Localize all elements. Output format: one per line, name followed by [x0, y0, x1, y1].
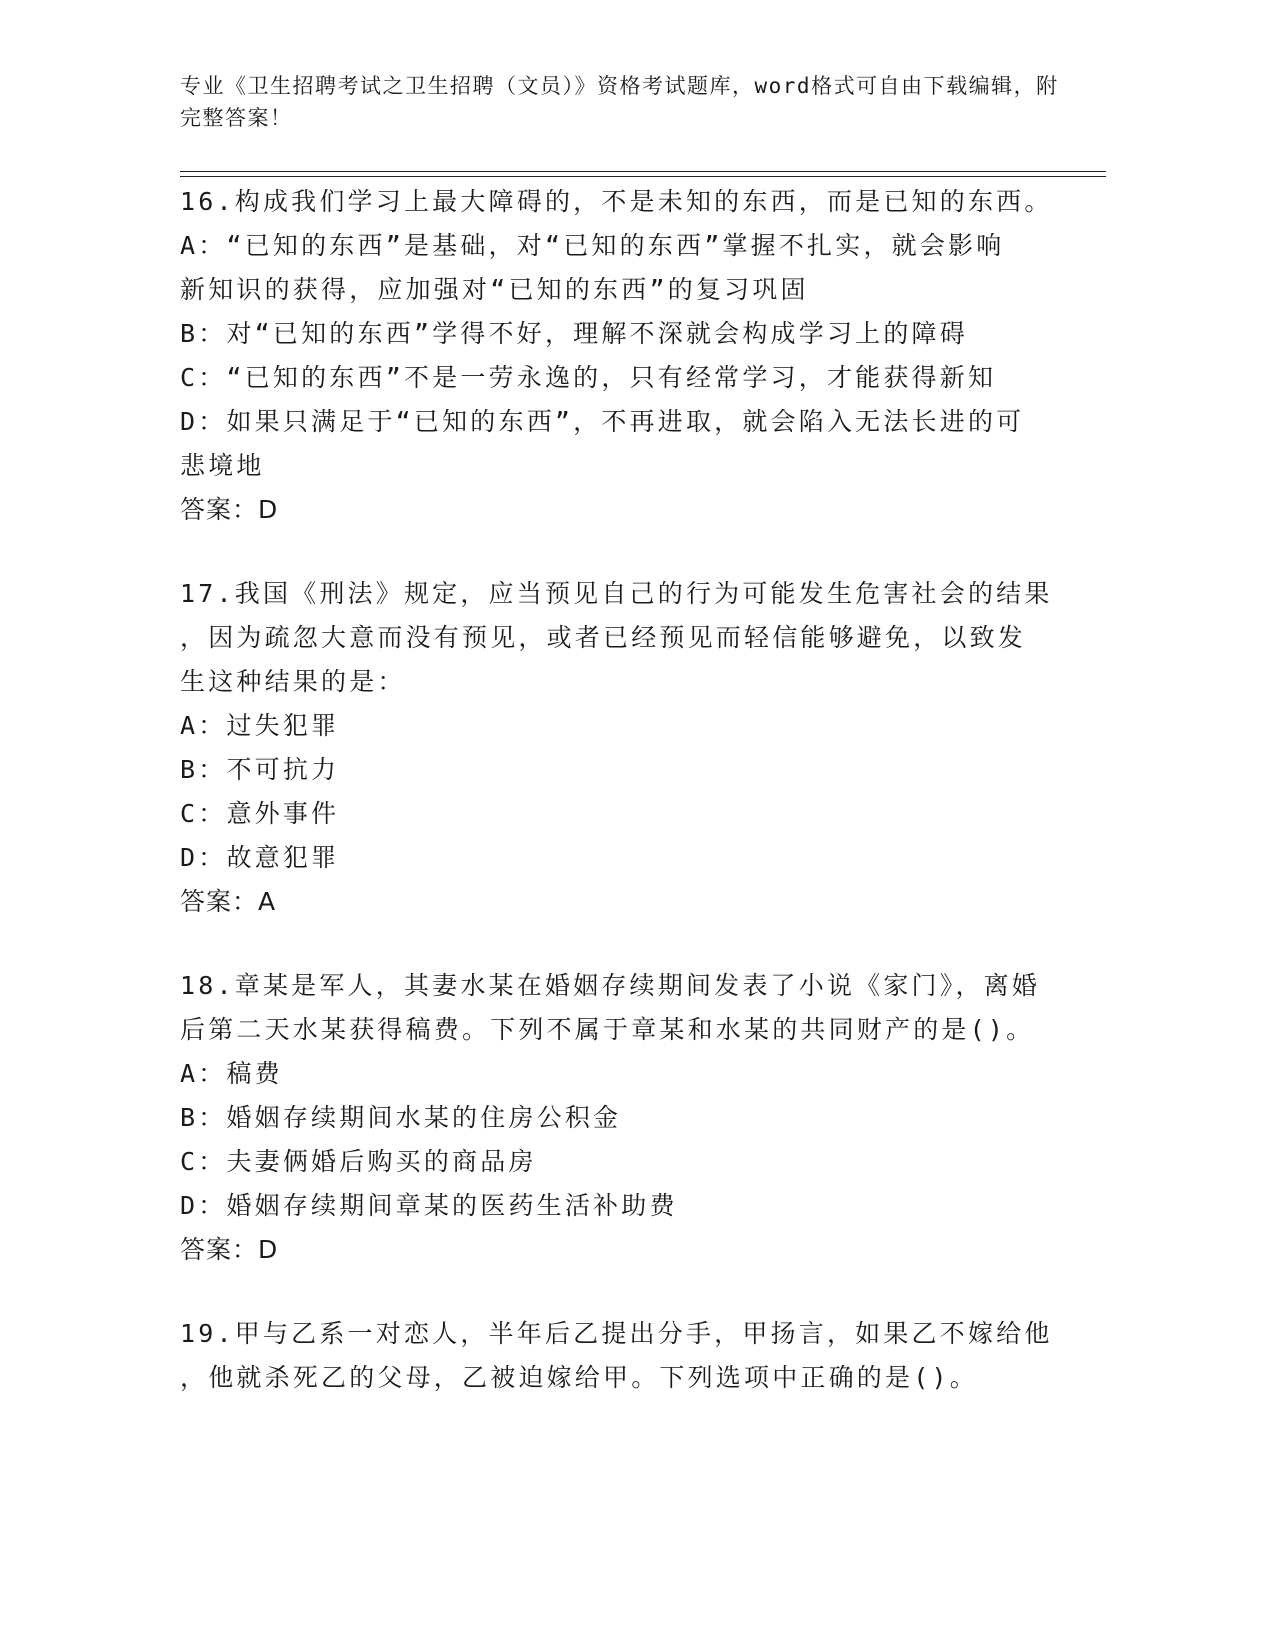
option-line: D：故意犯罪	[180, 843, 340, 872]
option-line: 新知识的获得，应加强对“已知的东西”的复习巩固	[180, 275, 809, 304]
question-line: 生这种结果的是：	[180, 667, 406, 696]
question-line: ，他就杀死乙的父母，乙被迫嫁给甲。下列选项中正确的是()。	[180, 1363, 978, 1392]
answer-line: 答案：D	[180, 1235, 279, 1264]
option-line: B：对“已知的东西”学得不好，理解不深就会构成学习上的障碍	[180, 319, 968, 348]
question-19	[180, 1312, 1060, 1400]
question-line: ，因为疏忽大意而没有预见，或者已经预见而轻信能够避免，以致发	[180, 623, 1027, 652]
option-line: D：如果只满足于“已知的东西”，不再进取，就会陷入无法长进的可	[180, 407, 1025, 436]
question-16	[180, 180, 1060, 532]
option-line: C：“已知的东西”不是一劳永逸的，只有经常学习，才能获得新知	[180, 363, 997, 392]
option-line: C：意外事件	[180, 799, 340, 828]
option-line: A：过失犯罪	[180, 711, 340, 740]
document-header: 专业《卫生招聘考试之卫生招聘（文员）》资格考试题库，word格式可自由下载编辑，附完整答案！	[180, 74, 1059, 130]
question-17	[180, 572, 1060, 924]
answer-line: 答案：D	[180, 495, 279, 524]
option-line: B：不可抗力	[180, 755, 340, 784]
option-line: A：稿费	[180, 1059, 283, 1088]
answer-line: 答案：A	[180, 887, 277, 916]
question-line: 后第二天水某获得稿费。下列不属于章某和水某的共同财产的是()。	[180, 1015, 1035, 1044]
header-divider-top	[180, 171, 1106, 172]
option-line: B：婚姻存续期间水某的住房公积金	[180, 1103, 622, 1132]
header-divider-bottom	[180, 176, 1106, 177]
question-line: 18.章某是军人，其妻水某在婚姻存续期间发表了小说《家门》，离婚	[180, 971, 1041, 1000]
option-line: D：婚姻存续期间章某的医药生活补助费	[180, 1191, 678, 1220]
question-line: 19.甲与乙系一对恋人，半年后乙提出分手，甲扬言，如果乙不嫁给他	[180, 1319, 1053, 1348]
question-18	[180, 964, 1060, 1272]
question-line: 17.我国《刑法》规定，应当预见自己的行为可能发生危害社会的结果	[180, 579, 1053, 608]
option-line: C：夫妻俩婚后购买的商品房	[180, 1147, 537, 1176]
question-line: 16.构成我们学习上最大障碍的，不是未知的东西，而是已知的东西。	[180, 187, 1053, 216]
option-line: 悲境地	[180, 451, 265, 480]
option-line: A：“已知的东西”是基础，对“已知的东西”掌握不扎实，就会影响	[180, 231, 1005, 260]
